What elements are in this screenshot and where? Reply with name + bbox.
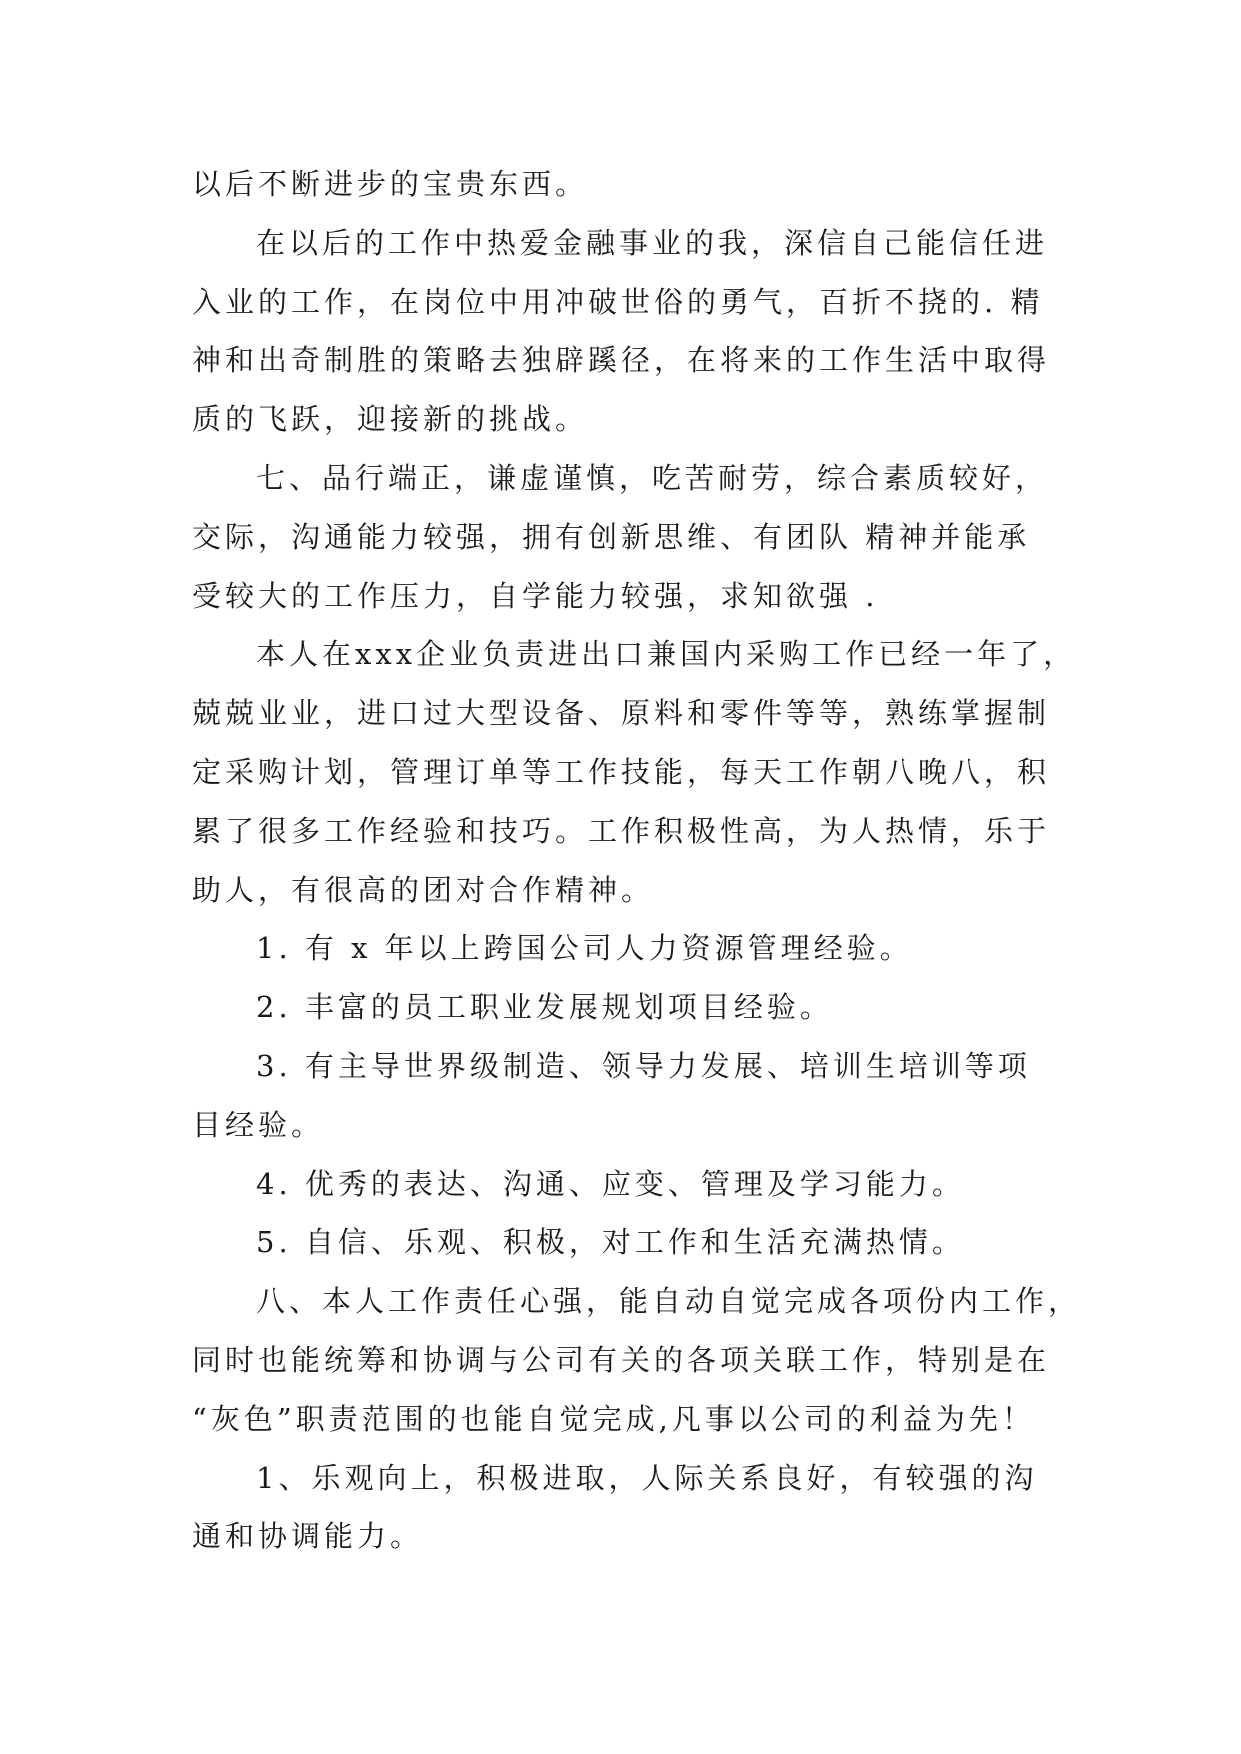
- list-item: 4. 优秀的表达、沟通、应变、管理及学习能力。: [256, 1166, 965, 1201]
- text-line: 本人在xxx企业负责进出口兼国内采购工作已经一年了，: [256, 637, 1077, 672]
- text-line: 助人，有很高的团对合作精神。: [192, 872, 655, 907]
- text-line: 入业的工作，在岗位中用冲破世俗的勇气，百折不挠的. 精: [192, 284, 1044, 319]
- text-line: 累了很多工作经验和技巧。工作积极性高，为人热情，乐于: [192, 813, 1051, 848]
- text-line: 八、本人工作责任心强，能自动自觉完成各项份内工作，: [256, 1284, 1082, 1319]
- text-line: “灰色”职责范围的也能自觉完成,凡事以公司的利益为先！: [192, 1401, 1035, 1436]
- text-line: 受较大的工作压力，自学能力较强，求知欲强 .: [192, 578, 879, 613]
- list-item: 5. 自信、乐观、积极，对工作和生活充满热情。: [256, 1225, 965, 1260]
- text-line: 在以后的工作中热爱金融事业的我，深信自己能信任进: [256, 225, 1049, 260]
- text-line: 通和协调能力。: [192, 1519, 424, 1554]
- list-item: 2. 丰富的员工职业发展规划项目经验。: [256, 990, 833, 1025]
- list-item: 3. 有主导世界级制造、领导力发展、培训生培训等项: [256, 1048, 1031, 1083]
- text-line: 同时也能统筹和协调与公司有关的各项关联工作，特别是在: [192, 1342, 1051, 1377]
- text-line: 神和出奇制胜的策略去独辟蹊径，在将来的工作生活中取得: [192, 343, 1051, 378]
- text-line: 质的飞跃，迎接新的挑战。: [192, 402, 589, 437]
- list-item: 1. 有 x 年以上跨国公司人力资源管理经验。: [256, 931, 913, 966]
- text-line: 交际，沟通能力较强，拥有创新思维、有团队 精神并能承: [192, 519, 1031, 554]
- document-body: [192, 155, 1082, 1566]
- text-line: 以后不断进步的宝贵东西。: [192, 167, 589, 201]
- text-line: 七、品行端正，谦虚谨慎，吃苦耐劳，综合素质较好，: [256, 460, 1049, 495]
- text-line: 定采购计划，管理订单等工作技能，每天工作朝八晚八，积: [192, 754, 1051, 789]
- text-line: 目经验。: [192, 1107, 325, 1142]
- list-item: 1、乐观向上，积极进取，人际关系良好，有较强的沟: [256, 1460, 1038, 1495]
- text-line: 兢兢业业，进口过大型设备、原料和零件等等，熟练掌握制: [192, 696, 1051, 731]
